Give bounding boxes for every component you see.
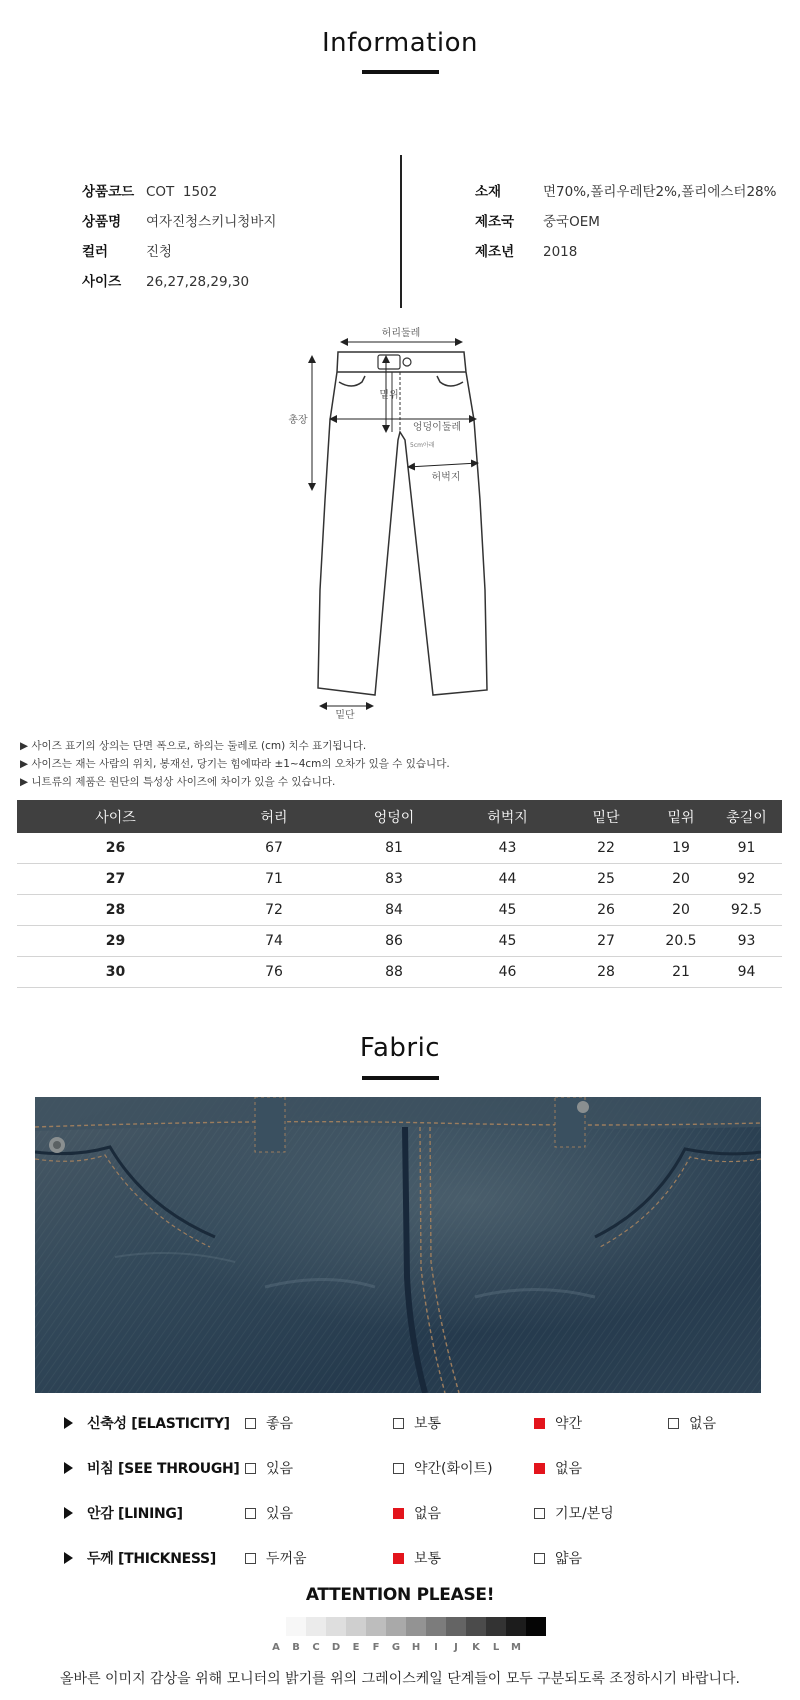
grayscale-swatch: [286, 1617, 306, 1636]
grayscale-letter: H: [411, 1642, 421, 1653]
attr-row-elasticity: [0, 1413, 800, 1433]
triangle-bullet-icon: [64, 1507, 73, 1519]
fabric-title: Fabric: [359, 1033, 441, 1063]
triangle-bullet-icon: [64, 1462, 73, 1474]
table-header-row: [17, 800, 782, 833]
monitor-brightness-note: 올바른 이미지 감상을 위해 모니터의 밝기를 위의 그레이스케일 단계들이 모두 구분되도록 조정하시기 바랍니다.: [60, 1671, 740, 1687]
pants-measurement-diagram: [0, 320, 800, 720]
option-item: 있음: [245, 1503, 293, 1523]
attr-row-lining: [0, 1503, 800, 1523]
attr-label-text: 안감 [LINING]: [87, 1506, 183, 1522]
grayscale-swatch: [466, 1617, 486, 1636]
checkbox-checked: [534, 1418, 545, 1429]
attr-label-text: 신축성 [ELASTICITY]: [87, 1416, 230, 1432]
option-item: 약간(화이트): [393, 1458, 493, 1478]
grayscale-letter: L: [492, 1642, 500, 1653]
grayscale-letter: B: [292, 1642, 300, 1653]
checkbox: [668, 1418, 679, 1429]
grayscale-letter: C: [312, 1642, 320, 1653]
note-line: ▶ 니트류의 제품은 원단의 특성상 사이즈에 차이가 있을 수 있습니다.: [20, 776, 336, 788]
option-item: 두꺼움: [245, 1548, 307, 1568]
checkbox-checked: [393, 1553, 404, 1564]
label-hem: 밑단: [335, 710, 355, 720]
checkbox: [393, 1418, 404, 1429]
grayscale-letter: G: [391, 1642, 401, 1653]
information-title-underline: [362, 70, 439, 74]
grayscale-strip: [286, 1617, 546, 1636]
attr-label-text: 비침 [SEE THROUGH]: [87, 1461, 240, 1477]
attr-label-text: 두께 [THICKNESS]: [87, 1551, 216, 1567]
option-item: 없음: [534, 1458, 582, 1478]
grayscale-swatch: [406, 1617, 426, 1636]
grayscale-letter: I: [434, 1642, 438, 1653]
grayscale-letter: F: [372, 1642, 380, 1653]
checkbox: [245, 1553, 256, 1564]
checkbox-checked: [393, 1508, 404, 1519]
grayscale-swatch: [426, 1617, 446, 1636]
grayscale-letter: K: [472, 1642, 480, 1653]
grayscale-letter: D: [331, 1642, 341, 1653]
product-info-left: [82, 183, 276, 303]
option-item: 없음: [393, 1503, 441, 1523]
grayscale-swatch: [446, 1617, 466, 1636]
pants-outline: [318, 352, 487, 695]
info-row-size: 사이즈 26,27,28,29,30: [82, 274, 250, 290]
label-total: 총장: [288, 415, 308, 426]
note-line: ▶ 사이즈 표기의 상의는 단면 폭으로, 하의는 둘레로 (cm) 치수 표기됩니다.: [20, 740, 367, 752]
grayscale-letter: M: [511, 1642, 521, 1653]
grayscale-letter: J: [454, 1642, 458, 1653]
fabric-title-underline: [362, 1076, 439, 1080]
info-row-origin: 제조국 중국OEM: [475, 214, 600, 230]
option-item: 보통: [393, 1413, 441, 1433]
grayscale-swatch: [486, 1617, 506, 1636]
checkbox: [245, 1418, 256, 1429]
table-row: 29 74 86 45 27 20.5 93: [17, 926, 782, 957]
header-hip: 엉덩이: [334, 800, 454, 833]
button-icon: [403, 358, 411, 366]
option-item: 없음: [668, 1413, 716, 1433]
label-thigh: 허벅지: [431, 472, 461, 483]
grayscale-swatch: [346, 1617, 366, 1636]
label-5cm: 5cm아래: [410, 442, 435, 449]
triangle-bullet-icon: [64, 1417, 73, 1429]
grayscale-labels: [266, 1642, 526, 1653]
header-size: 사이즈: [17, 800, 214, 833]
size-table: [17, 800, 782, 988]
header-thigh: 허벅지: [454, 800, 561, 833]
checkbox: [245, 1463, 256, 1474]
option-item: 좋음: [245, 1413, 293, 1433]
grayscale-letter: E: [352, 1642, 360, 1653]
grayscale-swatch: [386, 1617, 406, 1636]
size-notes: [20, 737, 450, 791]
option-item: 있음: [245, 1458, 293, 1478]
waist-tab: [378, 355, 400, 369]
option-item: 얇음: [534, 1548, 582, 1568]
attr-row-see-through: [0, 1458, 800, 1478]
table-row: 27 71 83 44 25 20 92: [17, 864, 782, 895]
table-row: 26 67 81 43 22 19 91: [17, 833, 782, 864]
header-rise: 밑위: [651, 800, 711, 833]
information-title: Information: [321, 28, 478, 58]
option-item: 기모/본딩: [534, 1503, 614, 1523]
info-row-material: 소재 면70%,폴리우레탄2%,폴리에스터28%: [475, 184, 777, 200]
checkbox: [534, 1508, 545, 1519]
grayscale-swatch: [506, 1617, 526, 1636]
grayscale-letter: A: [272, 1642, 280, 1653]
header-waist: 허리: [214, 800, 334, 833]
option-item: 보통: [393, 1548, 441, 1568]
checkbox: [245, 1508, 256, 1519]
product-info-right: [475, 183, 776, 273]
table-row: 30 76 88 46 28 21 94: [17, 957, 782, 988]
info-row-name: 상품명 여자진청스키니청바지: [82, 214, 277, 230]
checkbox: [393, 1463, 404, 1474]
option-item: 약간: [534, 1413, 582, 1433]
header-length: 총길이: [711, 800, 782, 833]
grayscale-swatch: [306, 1617, 326, 1636]
label-hip: 엉덩이둘레: [412, 422, 462, 433]
info-row-code: 상품코드 COT 1502: [82, 184, 218, 200]
label-rise: 밑위: [379, 390, 399, 401]
note-line: ▶ 사이즈는 재는 사람의 위치, 봉재선, 당기는 힘에따라 ±1~4cm의 오차가 있을 수 있습니다.: [20, 758, 450, 770]
info-divider: [400, 155, 402, 308]
header-hem: 밑단: [561, 800, 651, 833]
info-row-color: 컬러 진청: [82, 244, 173, 260]
table-row: 28 72 84 45 26 20 92.5: [17, 895, 782, 926]
info-row-year: 제조년 2018: [475, 244, 578, 260]
label-waist: 허리둘레: [381, 328, 421, 339]
attr-row-thickness: [0, 1548, 800, 1568]
grayscale-swatch: [326, 1617, 346, 1636]
grayscale-swatch: [366, 1617, 386, 1636]
grayscale-swatch: [526, 1617, 546, 1636]
checkbox-checked: [534, 1463, 545, 1474]
attention-heading: ATTENTION PLEASE!: [305, 1585, 495, 1605]
fabric-closeup-image: [35, 1097, 761, 1393]
triangle-bullet-icon: [64, 1552, 73, 1564]
checkbox: [534, 1553, 545, 1564]
